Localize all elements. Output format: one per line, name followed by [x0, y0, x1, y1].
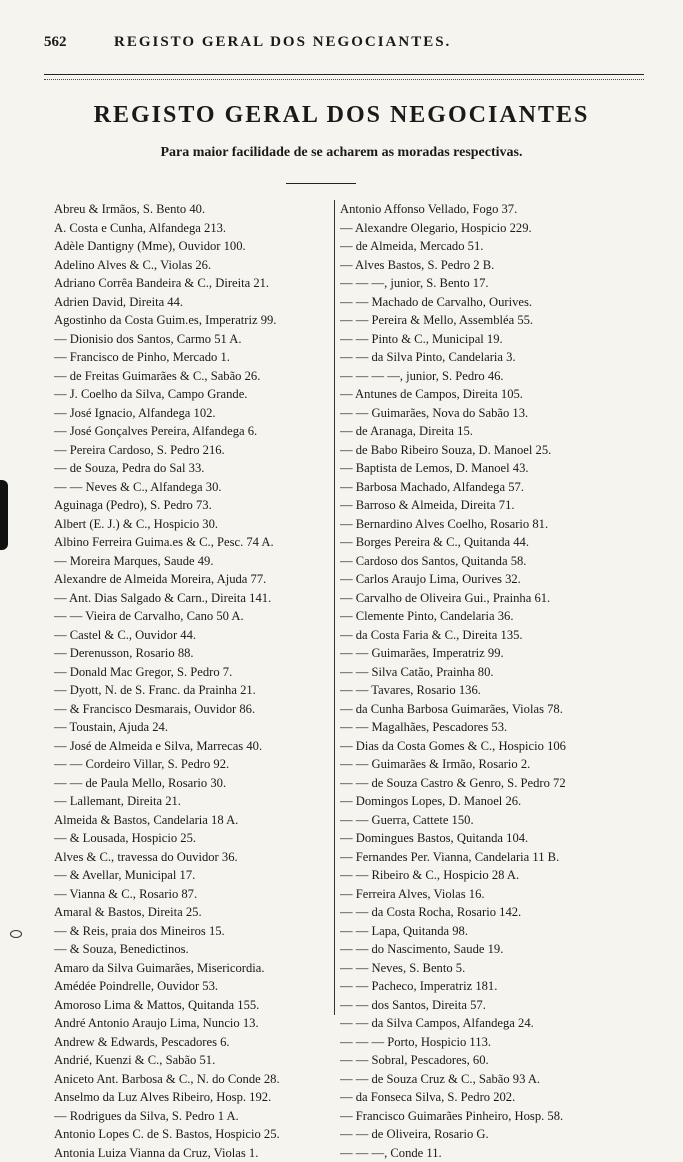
directory-entry: — Cardoso dos Santos, Quitanda 58.: [340, 552, 640, 571]
directory-entry: — de Babo Ribeiro Souza, D. Manoel 25.: [340, 441, 640, 460]
directory-entry: — — de Souza Cruz & C., Sabão 93 A.: [340, 1070, 640, 1089]
directory-entry: — — — Porto, Hospicio 113.: [340, 1033, 640, 1052]
directory-entry: — de Souza, Pedra do Sal 33.: [54, 459, 346, 478]
directory-entry: Amaro da Silva Guimarães, Misericordia.: [54, 959, 346, 978]
directory-entry: — Lallemant, Direita 21.: [54, 792, 346, 811]
directory-entry: André Antonio Araujo Lima, Nuncio 13.: [54, 1014, 346, 1033]
directory-entry: — & Avellar, Municipal 17.: [54, 866, 346, 885]
directory-entry: Antonia Luiza Vianna da Cruz, Violas 1.: [54, 1144, 346, 1162]
directory-entry: Alexandre de Almeida Moreira, Ajuda 77.: [54, 570, 346, 589]
directory-entry: — Donald Mac Gregor, S. Pedro 7.: [54, 663, 346, 682]
directory-entry: — da Fonseca Silva, S. Pedro 202.: [340, 1088, 640, 1107]
page-number: 562: [44, 34, 114, 51]
directory-entry: — Francisco de Pinho, Mercado 1.: [54, 348, 346, 367]
directory-entry: Antonio Affonso Vellado, Fogo 37.: [340, 200, 640, 219]
directory-entry: — — —, Conde 11.: [340, 1144, 640, 1162]
directory-entry: Amaral & Bastos, Direita 25.: [54, 903, 346, 922]
directory-entry: — Castel & C., Ouvidor 44.: [54, 626, 346, 645]
directory-entry: — José de Almeida e Silva, Marrecas 40.: [54, 737, 346, 756]
directory-entry: — Alves Bastos, S. Pedro 2 B.: [340, 256, 640, 275]
directory-entry: Albino Ferreira Guima.es & C., Pesc. 74 A.: [54, 533, 346, 552]
directory-entry: — Borges Pereira & C., Quitanda 44.: [340, 533, 640, 552]
directory-entry: — Carlos Araujo Lima, Ourives 32.: [340, 570, 640, 589]
directory-entry: — — Ribeiro & C., Hospicio 28 A.: [340, 866, 640, 885]
directory-entry: — da Costa Faria & C., Direita 135.: [340, 626, 640, 645]
directory-entry: — Vianna & C., Rosario 87.: [54, 885, 346, 904]
right-column: [340, 200, 640, 1162]
directory-entry: — — Sobral, Pescadores, 60.: [340, 1051, 640, 1070]
directory-entry: Alves & C., travessa do Ouvidor 36.: [54, 848, 346, 867]
directory-entry: — — —, junior, S. Bento 17.: [340, 274, 640, 293]
directory-entry: — Barroso & Almeida, Direita 71.: [340, 496, 640, 515]
directory-entry: Abreu & Irmãos, S. Bento 40.: [54, 200, 346, 219]
margin-ink-mark: [0, 480, 8, 550]
left-column: [54, 200, 346, 1162]
directory-entry: — & Souza, Benedictinos.: [54, 940, 346, 959]
directory-entry: — Barbosa Machado, Alfandega 57.: [340, 478, 640, 497]
directory-entry: — — Neves & C., Alfandega 30.: [54, 478, 346, 497]
page-subtitle: Para maior facilidade de se acharem as moradas respectivas.: [0, 145, 683, 161]
directory-entry: Amoroso Lima & Mattos, Quitanda 155.: [54, 996, 346, 1015]
directory-entry: Almeida & Bastos, Candelaria 18 A.: [54, 811, 346, 830]
directory-entry: — — — —, junior, S. Pedro 46.: [340, 367, 640, 386]
directory-entry: — — Guimarães, Nova do Sabão 13.: [340, 404, 640, 423]
directory-entry: — José Gonçalves Pereira, Alfandega 6.: [54, 422, 346, 441]
directory-entry: — — Lapa, Quitanda 98.: [340, 922, 640, 941]
directory-entry: — de Almeida, Mercado 51.: [340, 237, 640, 256]
directory-entry: — — Pacheco, Imperatriz 181.: [340, 977, 640, 996]
directory-entry: — Fernandes Per. Vianna, Candelaria 11 B.: [340, 848, 640, 867]
directory-entry: Adriano Corrêa Bandeira & C., Direita 21.: [54, 274, 346, 293]
directory-entry: — — da Costa Rocha, Rosario 142.: [340, 903, 640, 922]
directory-entry: — Ant. Dias Salgado & Carn., Direita 141.: [54, 589, 346, 608]
directory-entry: — Baptista de Lemos, D. Manoel 43.: [340, 459, 640, 478]
directory-entry: — — Silva Catão, Prainha 80.: [340, 663, 640, 682]
column-divider: [334, 200, 335, 1015]
directory-entry: — — da Silva Campos, Alfandega 24.: [340, 1014, 640, 1033]
directory-entry: — Carvalho de Oliveira Gui., Prainha 61.: [340, 589, 640, 608]
directory-entry: — Domingues Bastos, Quitanda 104.: [340, 829, 640, 848]
directory-entry: — de Aranaga, Direita 15.: [340, 422, 640, 441]
directory-entry: — Toustain, Ajuda 24.: [54, 718, 346, 737]
directory-entry: — Antunes de Campos, Direita 105.: [340, 385, 640, 404]
running-header: [44, 34, 644, 51]
running-title: REGISTO GERAL DOS NEGOCIANTES.: [114, 34, 451, 50]
directory-entry: — — Guerra, Cattete 150.: [340, 811, 640, 830]
directory-entry: — Domingos Lopes, D. Manoel 26.: [340, 792, 640, 811]
directory-entry: Andrew & Edwards, Pescadores 6.: [54, 1033, 346, 1052]
directory-entry: A. Costa e Cunha, Alfandega 213.: [54, 219, 346, 238]
directory-entry: Agostinho da Costa Guim.es, Imperatriz 99.: [54, 311, 346, 330]
directory-entry: — — Cordeiro Villar, S. Pedro 92.: [54, 755, 346, 774]
directory-entry: — & Reis, praia dos Mineiros 15.: [54, 922, 346, 941]
directory-entry: Amédée Poindrelle, Ouvidor 53.: [54, 977, 346, 996]
directory-entry: — — Guimarães, Imperatriz 99.: [340, 644, 640, 663]
directory-entry: Adelino Alves & C., Violas 26.: [54, 256, 346, 275]
directory-entry: Andrié, Kuenzi & C., Sabão 51.: [54, 1051, 346, 1070]
directory-entry: Aniceto Ant. Barbosa & C., N. do Conde 28.: [54, 1070, 346, 1089]
directory-entry: Albert (E. J.) & C., Hospicio 30.: [54, 515, 346, 534]
directory-entry: — de Freitas Guimarães & C., Sabão 26.: [54, 367, 346, 386]
title-rule: [286, 183, 356, 184]
directory-entry: — Dionisio dos Santos, Carmo 51 A.: [54, 330, 346, 349]
directory-entry: — — Guimarães & Irmão, Rosario 2.: [340, 755, 640, 774]
page-title: REGISTO GERAL DOS NEGOCIANTES: [0, 102, 683, 129]
directory-entry: — Derenusson, Rosario 88.: [54, 644, 346, 663]
directory-entry: — & Lousada, Hospicio 25.: [54, 829, 346, 848]
directory-entry: — — Vieira de Carvalho, Cano 50 A.: [54, 607, 346, 626]
directory-entry: — Bernardino Alves Coelho, Rosario 81.: [340, 515, 640, 534]
directory-entry: — da Cunha Barbosa Guimarães, Violas 78.: [340, 700, 640, 719]
directory-entry: Aguinaga (Pedro), S. Pedro 73.: [54, 496, 346, 515]
directory-entry: — — Pinto & C., Municipal 19.: [340, 330, 640, 349]
directory-entry: — — Neves, S. Bento 5.: [340, 959, 640, 978]
directory-entry: — — Magalhães, Pescadores 53.: [340, 718, 640, 737]
directory-entry: Adrien David, Direita 44.: [54, 293, 346, 312]
directory-entry: — — de Paula Mello, Rosario 30.: [54, 774, 346, 793]
directory-entry: Antonio Lopes C. de S. Bastos, Hospicio 25.: [54, 1125, 346, 1144]
directory-entry: Adèle Dantigny (Mme), Ouvidor 100.: [54, 237, 346, 256]
directory-entry: — José Ignacio, Alfandega 102.: [54, 404, 346, 423]
directory-entry: — — Pereira & Mello, Assembléa 55.: [340, 311, 640, 330]
directory-entry: — Dyott, N. de S. Franc. da Prainha 21.: [54, 681, 346, 700]
directory-entry: — — da Silva Pinto, Candelaria 3.: [340, 348, 640, 367]
directory-entry: — & Francisco Desmarais, Ouvidor 86.: [54, 700, 346, 719]
directory-entry: — Clemente Pinto, Candelaria 36.: [340, 607, 640, 626]
header-rule: [44, 74, 644, 80]
directory-entry: — Pereira Cardoso, S. Pedro 216.: [54, 441, 346, 460]
directory-entry: Anselmo da Luz Alves Ribeiro, Hosp. 192.: [54, 1088, 346, 1107]
directory-entry: — J. Coelho da Silva, Campo Grande.: [54, 385, 346, 404]
directory-entry: — — Tavares, Rosario 136.: [340, 681, 640, 700]
directory-entry: — Francisco Guimarães Pinheiro, Hosp. 58.: [340, 1107, 640, 1126]
directory-entry: — Alexandre Olegario, Hospicio 229.: [340, 219, 640, 238]
directory-entry: — — Machado de Carvalho, Ourives.: [340, 293, 640, 312]
margin-ring-mark: [10, 930, 22, 938]
directory-entry: — — de Souza Castro & Genro, S. Pedro 72: [340, 774, 640, 793]
directory-entry: — Moreira Marques, Saude 49.: [54, 552, 346, 571]
directory-entry: — — de Oliveira, Rosario G.: [340, 1125, 640, 1144]
directory-entry: — Dias da Costa Gomes & C., Hospicio 106: [340, 737, 640, 756]
directory-entry: — — do Nascimento, Saude 19.: [340, 940, 640, 959]
directory-entry: — — dos Santos, Direita 57.: [340, 996, 640, 1015]
directory-entry: — Ferreira Alves, Violas 16.: [340, 885, 640, 904]
directory-entry: — Rodrigues da Silva, S. Pedro 1 A.: [54, 1107, 346, 1126]
